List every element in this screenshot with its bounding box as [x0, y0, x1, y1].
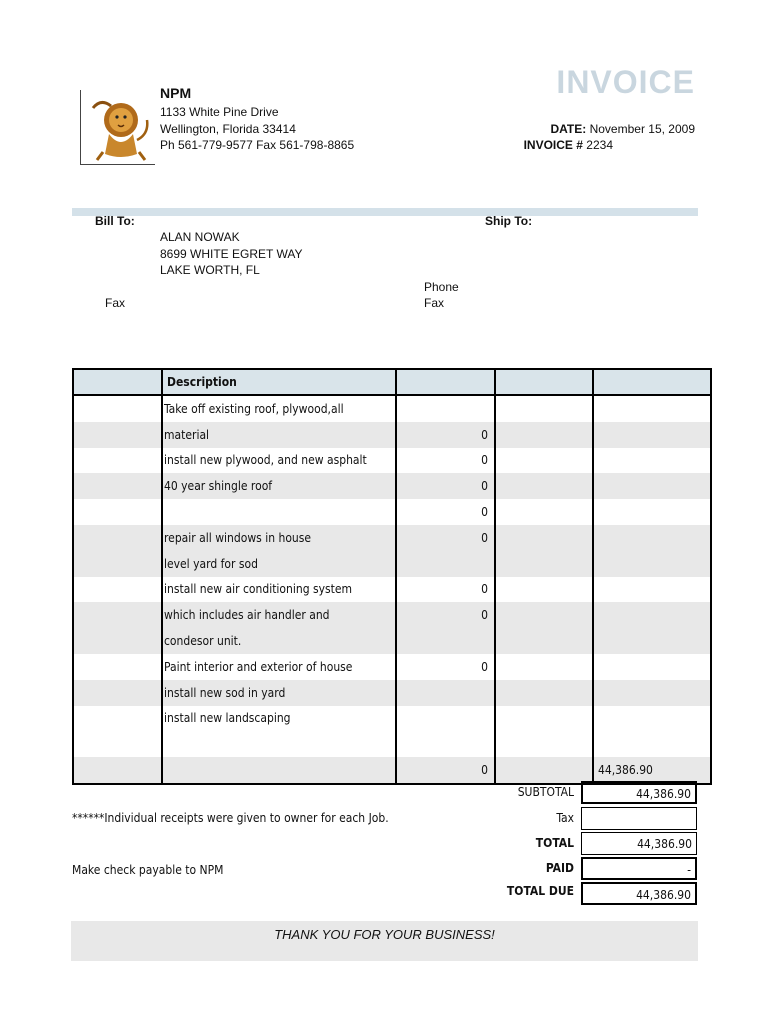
bill-to-fax-label: Fax	[105, 296, 126, 310]
price-cell	[495, 525, 593, 551]
subtotal-value: 44,386.90	[581, 781, 697, 804]
subtotal-label: SUBTOTAL	[517, 785, 574, 799]
table-row	[73, 448, 711, 474]
amount-cell	[593, 706, 711, 732]
quantity-cell: 0	[396, 525, 495, 551]
amount-cell	[593, 602, 711, 628]
quantity-cell	[396, 731, 495, 757]
column-header	[73, 369, 162, 395]
line-items-table	[72, 368, 712, 785]
total-label: TOTAL	[535, 836, 574, 850]
quantity-cell: 0	[396, 757, 495, 784]
amount-cell	[593, 525, 711, 551]
quantity-cell: 0	[396, 448, 495, 474]
ship-to-label: Ship To:	[485, 214, 533, 228]
total-due-value: 44,386.90	[581, 882, 697, 905]
quantity-cell	[396, 680, 495, 706]
item-cell	[73, 654, 162, 680]
description-cell: which includes air handler and	[162, 602, 396, 628]
amount-cell	[593, 499, 711, 525]
quantity-cell	[396, 551, 495, 577]
item-cell	[73, 731, 162, 757]
table-row	[73, 706, 711, 732]
column-header	[495, 369, 593, 395]
description-cell	[162, 499, 396, 525]
item-cell	[73, 757, 162, 784]
price-cell	[495, 551, 593, 577]
price-cell	[495, 473, 593, 499]
quantity-cell: 0	[396, 577, 495, 603]
table-row	[73, 473, 711, 499]
price-cell	[495, 680, 593, 706]
amount-cell	[593, 395, 711, 422]
item-cell	[73, 448, 162, 474]
description-cell: material	[162, 422, 396, 448]
description-cell: install new plywood, and new asphalt	[162, 448, 396, 474]
payable-note: Make check payable to NPM	[72, 863, 224, 877]
price-cell	[495, 499, 593, 525]
amount-cell	[593, 680, 711, 706]
paid-value: -	[581, 857, 697, 880]
quantity-cell	[396, 395, 495, 422]
price-cell	[495, 654, 593, 680]
tax-value	[581, 807, 697, 830]
bill-to-label: Bill To:	[95, 214, 135, 228]
description-cell	[162, 731, 396, 757]
column-header	[593, 369, 711, 395]
table-row	[73, 499, 711, 525]
item-cell	[73, 602, 162, 628]
quantity-cell: 0	[396, 473, 495, 499]
table-row	[73, 551, 711, 577]
quantity-cell: 0	[396, 654, 495, 680]
description-cell: install new sod in yard	[162, 680, 396, 706]
total-value: 44,386.90	[581, 832, 697, 855]
amount-cell	[593, 577, 711, 603]
amount-cell	[593, 628, 711, 654]
amount-cell	[593, 473, 711, 499]
description-cell: condesor unit.	[162, 628, 396, 654]
price-cell	[495, 577, 593, 603]
table-row	[73, 525, 711, 551]
ship-to-fax-label: Fax	[424, 296, 445, 310]
invoice-number-line	[524, 138, 613, 152]
item-cell	[73, 628, 162, 654]
description-cell: install new landscaping	[162, 706, 396, 732]
amount-cell	[593, 448, 711, 474]
description-header: Description	[162, 369, 396, 395]
item-cell	[73, 680, 162, 706]
item-cell	[73, 395, 162, 422]
price-cell	[495, 628, 593, 654]
table-row	[73, 757, 711, 784]
amount-cell	[593, 422, 711, 448]
invoice-date: November 15, 2009	[589, 122, 695, 136]
description-cell: repair all windows in house	[162, 525, 396, 551]
item-cell	[73, 525, 162, 551]
ship-to-phone-label: Phone	[424, 280, 459, 294]
company-address-line1: 1133 White Pine Drive	[160, 105, 279, 119]
company-logo	[80, 90, 155, 165]
item-cell	[73, 577, 162, 603]
description-cell: 40 year shingle roof	[162, 473, 396, 499]
bill-to-name: ALAN NOWAK	[160, 230, 240, 244]
item-cell	[73, 499, 162, 525]
amount-cell	[593, 731, 711, 757]
amount-cell	[593, 551, 711, 577]
quantity-cell: 0	[396, 602, 495, 628]
amount-cell	[593, 654, 711, 680]
description-cell: level yard for sod	[162, 551, 396, 577]
table-header-row	[73, 369, 711, 395]
item-cell	[73, 706, 162, 732]
header-divider-band	[72, 208, 698, 216]
invoice-number-label: INVOICE #	[523, 138, 583, 152]
price-cell	[495, 731, 593, 757]
price-cell	[495, 602, 593, 628]
table-row	[73, 628, 711, 654]
receipts-note: ******Individual receipts were given to owner for each Job.	[72, 811, 389, 825]
column-header	[396, 369, 495, 395]
description-cell: Paint interior and exterior of house	[162, 654, 396, 680]
tax-label: Tax	[556, 811, 574, 825]
quantity-cell: 0	[396, 422, 495, 448]
company-name: NPM	[160, 85, 192, 101]
item-cell	[73, 551, 162, 577]
company-address-line2: Wellington, Florida 33414	[160, 122, 296, 136]
table-row	[73, 422, 711, 448]
table-row	[73, 654, 711, 680]
description-cell: install new air conditioning system	[162, 577, 396, 603]
table-row	[73, 680, 711, 706]
lion-icon	[81, 90, 155, 164]
total-due-label: TOTAL DUE	[506, 884, 574, 898]
item-cell	[73, 422, 162, 448]
invoice-date-line	[550, 122, 695, 136]
company-phone-fax: Ph 561-779-9577 Fax 561-798-8865	[160, 138, 355, 152]
invoice-number: 2234	[586, 138, 613, 152]
table-row	[73, 395, 711, 422]
price-cell	[495, 757, 593, 784]
amount-cell: 44,386.90	[593, 757, 711, 784]
price-cell	[495, 422, 593, 448]
quantity-cell	[396, 628, 495, 654]
price-cell	[495, 706, 593, 732]
thank-you-banner: THANK YOU FOR YOUR BUSINESS!	[71, 921, 698, 961]
invoice-title: INVOICE	[556, 64, 695, 100]
bill-to-city: LAKE WORTH, FL	[160, 263, 260, 277]
description-cell	[162, 757, 396, 784]
price-cell	[495, 395, 593, 422]
item-cell	[73, 473, 162, 499]
paid-label: PAID	[545, 861, 574, 875]
quantity-cell	[396, 706, 495, 732]
bill-to-street: 8699 WHITE EGRET WAY	[160, 247, 303, 261]
table-row	[73, 602, 711, 628]
date-label: DATE:	[550, 122, 587, 136]
quantity-cell: 0	[396, 499, 495, 525]
price-cell	[495, 448, 593, 474]
table-row	[73, 731, 711, 757]
table-row	[73, 577, 711, 603]
description-cell: Take off existing roof, plywood,all	[162, 395, 396, 422]
